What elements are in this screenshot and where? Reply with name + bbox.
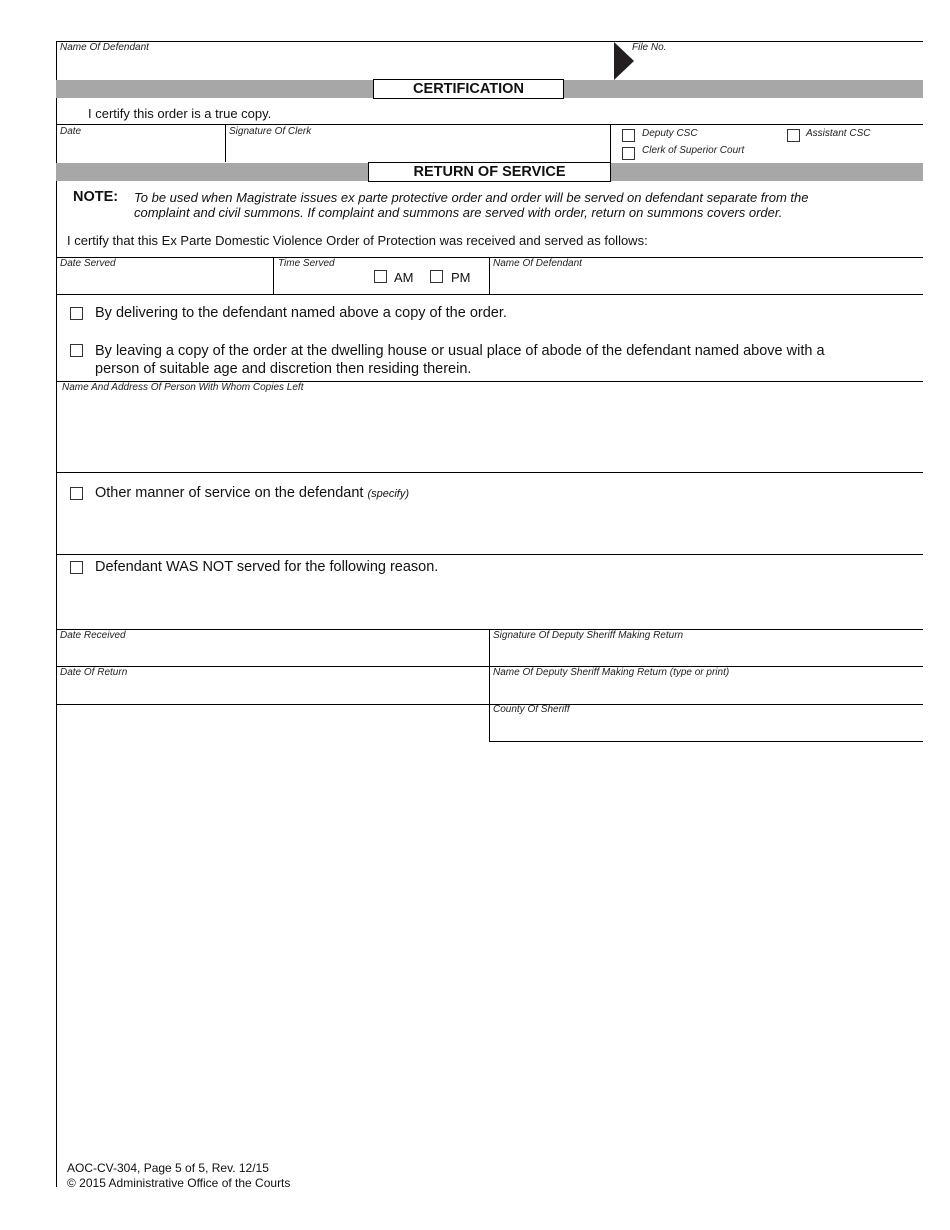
divider <box>225 124 226 162</box>
deputy-csc-checkbox[interactable] <box>622 129 635 142</box>
divider <box>56 294 923 295</box>
cert-date-field[interactable] <box>58 138 223 162</box>
leaving-option-line-1: By leaving a copy of the order at the dwelling house or usual place of abode of the defendant named above with a <box>95 343 825 359</box>
deputy-csc-label: Deputy CSC <box>642 128 698 139</box>
deputy-signature-field[interactable] <box>492 642 920 666</box>
form-left-border <box>56 41 57 1187</box>
leaving-checkbox[interactable] <box>70 344 83 357</box>
file-no-arrow-icon <box>614 42 634 80</box>
footer-copyright: © 2015 Administrative Office of the Courts <box>67 1176 291 1190</box>
date-received-field[interactable] <box>58 642 486 666</box>
pm-checkbox[interactable] <box>430 270 443 283</box>
deputy-signature-label: Signature Of Deputy Sheriff Making Return <box>493 630 684 641</box>
divider <box>56 554 923 555</box>
note-line-2: complaint and civil summons. If complaint and summons are served with order, return on summons covers order. <box>134 205 783 220</box>
clerk-signature-label: Signature Of Clerk <box>229 126 312 137</box>
divider <box>489 257 490 294</box>
other-manner-specify: (specify) <box>367 488 410 500</box>
divider <box>489 629 490 741</box>
cert-date-label: Date <box>60 126 82 137</box>
date-of-return-field[interactable] <box>58 679 486 703</box>
assistant-csc-label: Assistant CSC <box>806 128 871 139</box>
deputy-name-field[interactable] <box>492 679 920 703</box>
time-served-label: Time Served <box>278 258 335 269</box>
divider <box>56 704 923 705</box>
divider <box>273 257 274 294</box>
delivering-option-text: By delivering to the defendant named above a copy of the order. <box>95 305 507 321</box>
service-certify-statement: I certify that this Ex Parte Domestic Violence Order of Protection was received and served as follows: <box>67 233 648 248</box>
footer-form-number: AOC-CV-304, Page 5 of 5, Rev. 12/15 <box>67 1161 269 1175</box>
date-served-field[interactable] <box>58 270 270 294</box>
clerk-superior-court-checkbox[interactable] <box>622 147 635 160</box>
defendant-name-label: Name Of Defendant <box>60 42 149 53</box>
file-no-label: File No. <box>632 42 667 53</box>
served-defendant-name-field[interactable] <box>492 270 922 294</box>
date-received-label: Date Received <box>60 630 126 641</box>
divider <box>489 741 923 742</box>
other-manner-field[interactable] <box>95 505 915 550</box>
certification-title: CERTIFICATION <box>373 79 564 99</box>
not-served-text: Defendant WAS NOT served for the following reason. <box>95 559 439 575</box>
file-no-field[interactable] <box>636 54 922 78</box>
note-label: NOTE: <box>73 189 119 205</box>
clerk-signature-field[interactable] <box>228 138 608 162</box>
divider <box>610 124 611 162</box>
divider <box>56 666 923 667</box>
date-of-return-label: Date Of Return <box>60 667 128 678</box>
certification-statement: I certify this order is a true copy. <box>88 106 272 121</box>
other-manner-checkbox[interactable] <box>70 487 83 500</box>
other-manner-label: Other manner of service on the defendant <box>95 485 364 501</box>
note-line-1: To be used when Magistrate issues ex parte protective order and order will be served on defendant separate from the <box>134 190 809 205</box>
divider <box>56 472 923 473</box>
copies-left-label: Name And Address Of Person With Whom Copies Left <box>62 382 304 393</box>
date-served-label: Date Served <box>60 258 116 269</box>
served-defendant-name-label: Name Of Defendant <box>493 258 582 269</box>
copies-left-field[interactable] <box>58 395 920 470</box>
am-label: AM <box>394 270 414 285</box>
other-manner-text <box>95 485 409 501</box>
assistant-csc-checkbox[interactable] <box>787 129 800 142</box>
county-label: County Of Sheriff <box>493 704 570 715</box>
time-served-field[interactable] <box>278 270 368 292</box>
not-served-checkbox[interactable] <box>70 561 83 574</box>
pm-label: PM <box>451 270 471 285</box>
clerk-superior-court-label: Clerk of Superior Court <box>642 145 745 156</box>
footer <box>67 1161 290 1191</box>
county-field[interactable] <box>492 716 920 740</box>
leaving-option-line-2: person of suitable age and discretion then residing therein. <box>95 361 472 377</box>
not-served-reason-field[interactable] <box>95 578 915 626</box>
delivering-checkbox[interactable] <box>70 307 83 320</box>
defendant-name-field[interactable] <box>56 54 612 78</box>
divider <box>56 124 923 125</box>
deputy-name-label: Name Of Deputy Sheriff Making Return (type or print) <box>493 667 730 678</box>
top-border <box>56 41 923 42</box>
return-of-service-title: RETURN OF SERVICE <box>368 162 611 182</box>
am-checkbox[interactable] <box>374 270 387 283</box>
